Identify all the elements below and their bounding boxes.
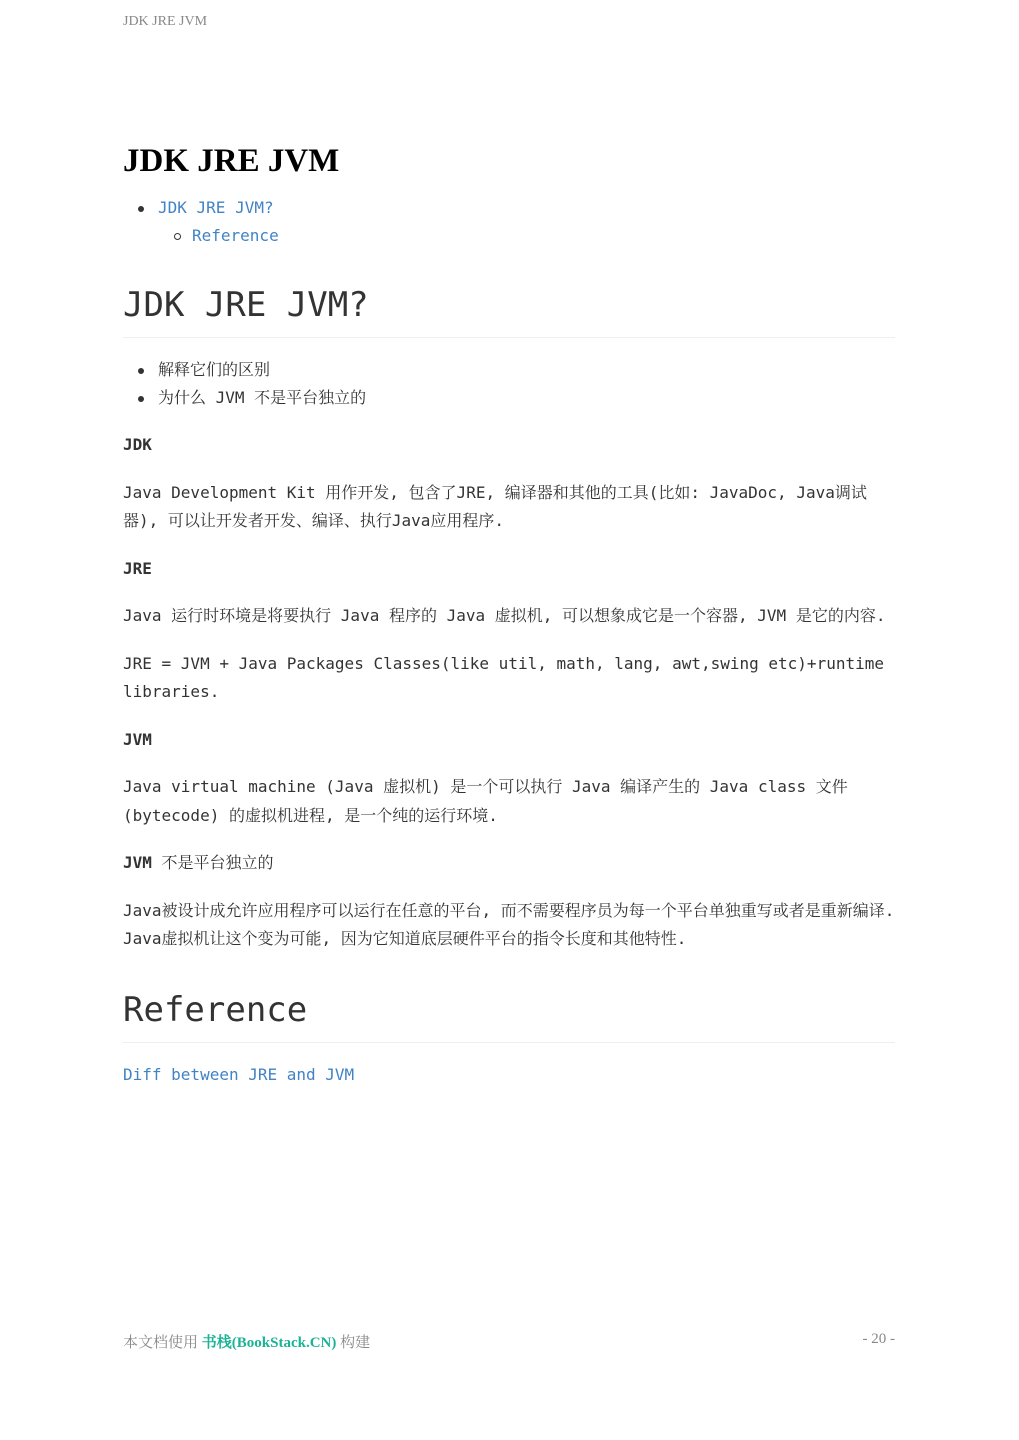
- bullet-list: [123, 356, 895, 412]
- running-header: JDK JRE JVM: [123, 14, 208, 29]
- document-title: JDK JRE JVM: [123, 143, 340, 179]
- jre-heading: JRE: [123, 558, 152, 578]
- jdk-heading: JDK: [123, 435, 152, 454]
- footer-credit: [123, 1331, 370, 1352]
- jdk-paragraph: Java Development Kit 用作开发, 包含了JRE, 编译器和其他的工具(比如: JavaDoc, Java调试器), 可以让开发者开发、编译、执行Java应用程序.: [123, 482, 867, 530]
- footer-brand-link[interactable]: 书栈(BookStack.CN): [201, 1335, 337, 1351]
- toc-link-reference[interactable]: Reference: [192, 226, 279, 245]
- jvm-paragraph: Java virtual machine (Java 虚拟机) 是一个可以执行 Java 编译产生的 Java class 文件 (bytecode) 的虚拟机进程, 是一个纯的运行环境.: [123, 777, 848, 825]
- toc-link-jdk-jre-jvm[interactable]: JDK JRE JVM?: [158, 198, 274, 217]
- platform-heading: [123, 849, 895, 878]
- document-content: [123, 140, 895, 1089]
- footer-suffix: 构建: [336, 1335, 371, 1351]
- section-heading-reference: Reference: [123, 988, 895, 1043]
- table-of-contents: [123, 194, 895, 250]
- reference-paragraph: [123, 1061, 895, 1090]
- section-heading-jdk-jre-jvm: JDK JRE JVM?: [123, 283, 895, 338]
- jre-paragraph: Java 运行时环境是将要执行 Java 程序的 Java 虚拟机, 可以想象成它是一个容器, JVM 是它的内容.: [123, 606, 886, 625]
- platform-heading-rest: 不是平台独立的: [151, 853, 274, 872]
- list-item: 解释它们的区别: [123, 356, 895, 384]
- toc-sublist: [158, 222, 895, 250]
- reference-link[interactable]: Diff between JRE and JVM: [123, 1064, 355, 1084]
- platform-paragraph: Java被设计成允许应用程序可以运行在任意的平台, 而不需要程序员为每一个平台单独重写或者是重新编译. Java虚拟机让这个变为可能, 因为它知道底层硬件平台的指令长度和其他特性.: [123, 900, 895, 948]
- toc-item: [123, 194, 895, 250]
- platform-heading-bold: JVM: [123, 853, 152, 872]
- page-number: - 20 -: [862, 1331, 895, 1347]
- jre-formula-paragraph: JRE = JVM + Java Packages Classes(like util, math, lang, awt,swing etc)+runtime libraries.: [123, 653, 884, 701]
- jvm-heading: JVM: [123, 729, 152, 749]
- toc-subitem: [158, 222, 895, 250]
- list-item: 为什么 JVM 不是平台独立的: [123, 384, 895, 412]
- footer-prefix: 本文档使用: [123, 1335, 202, 1351]
